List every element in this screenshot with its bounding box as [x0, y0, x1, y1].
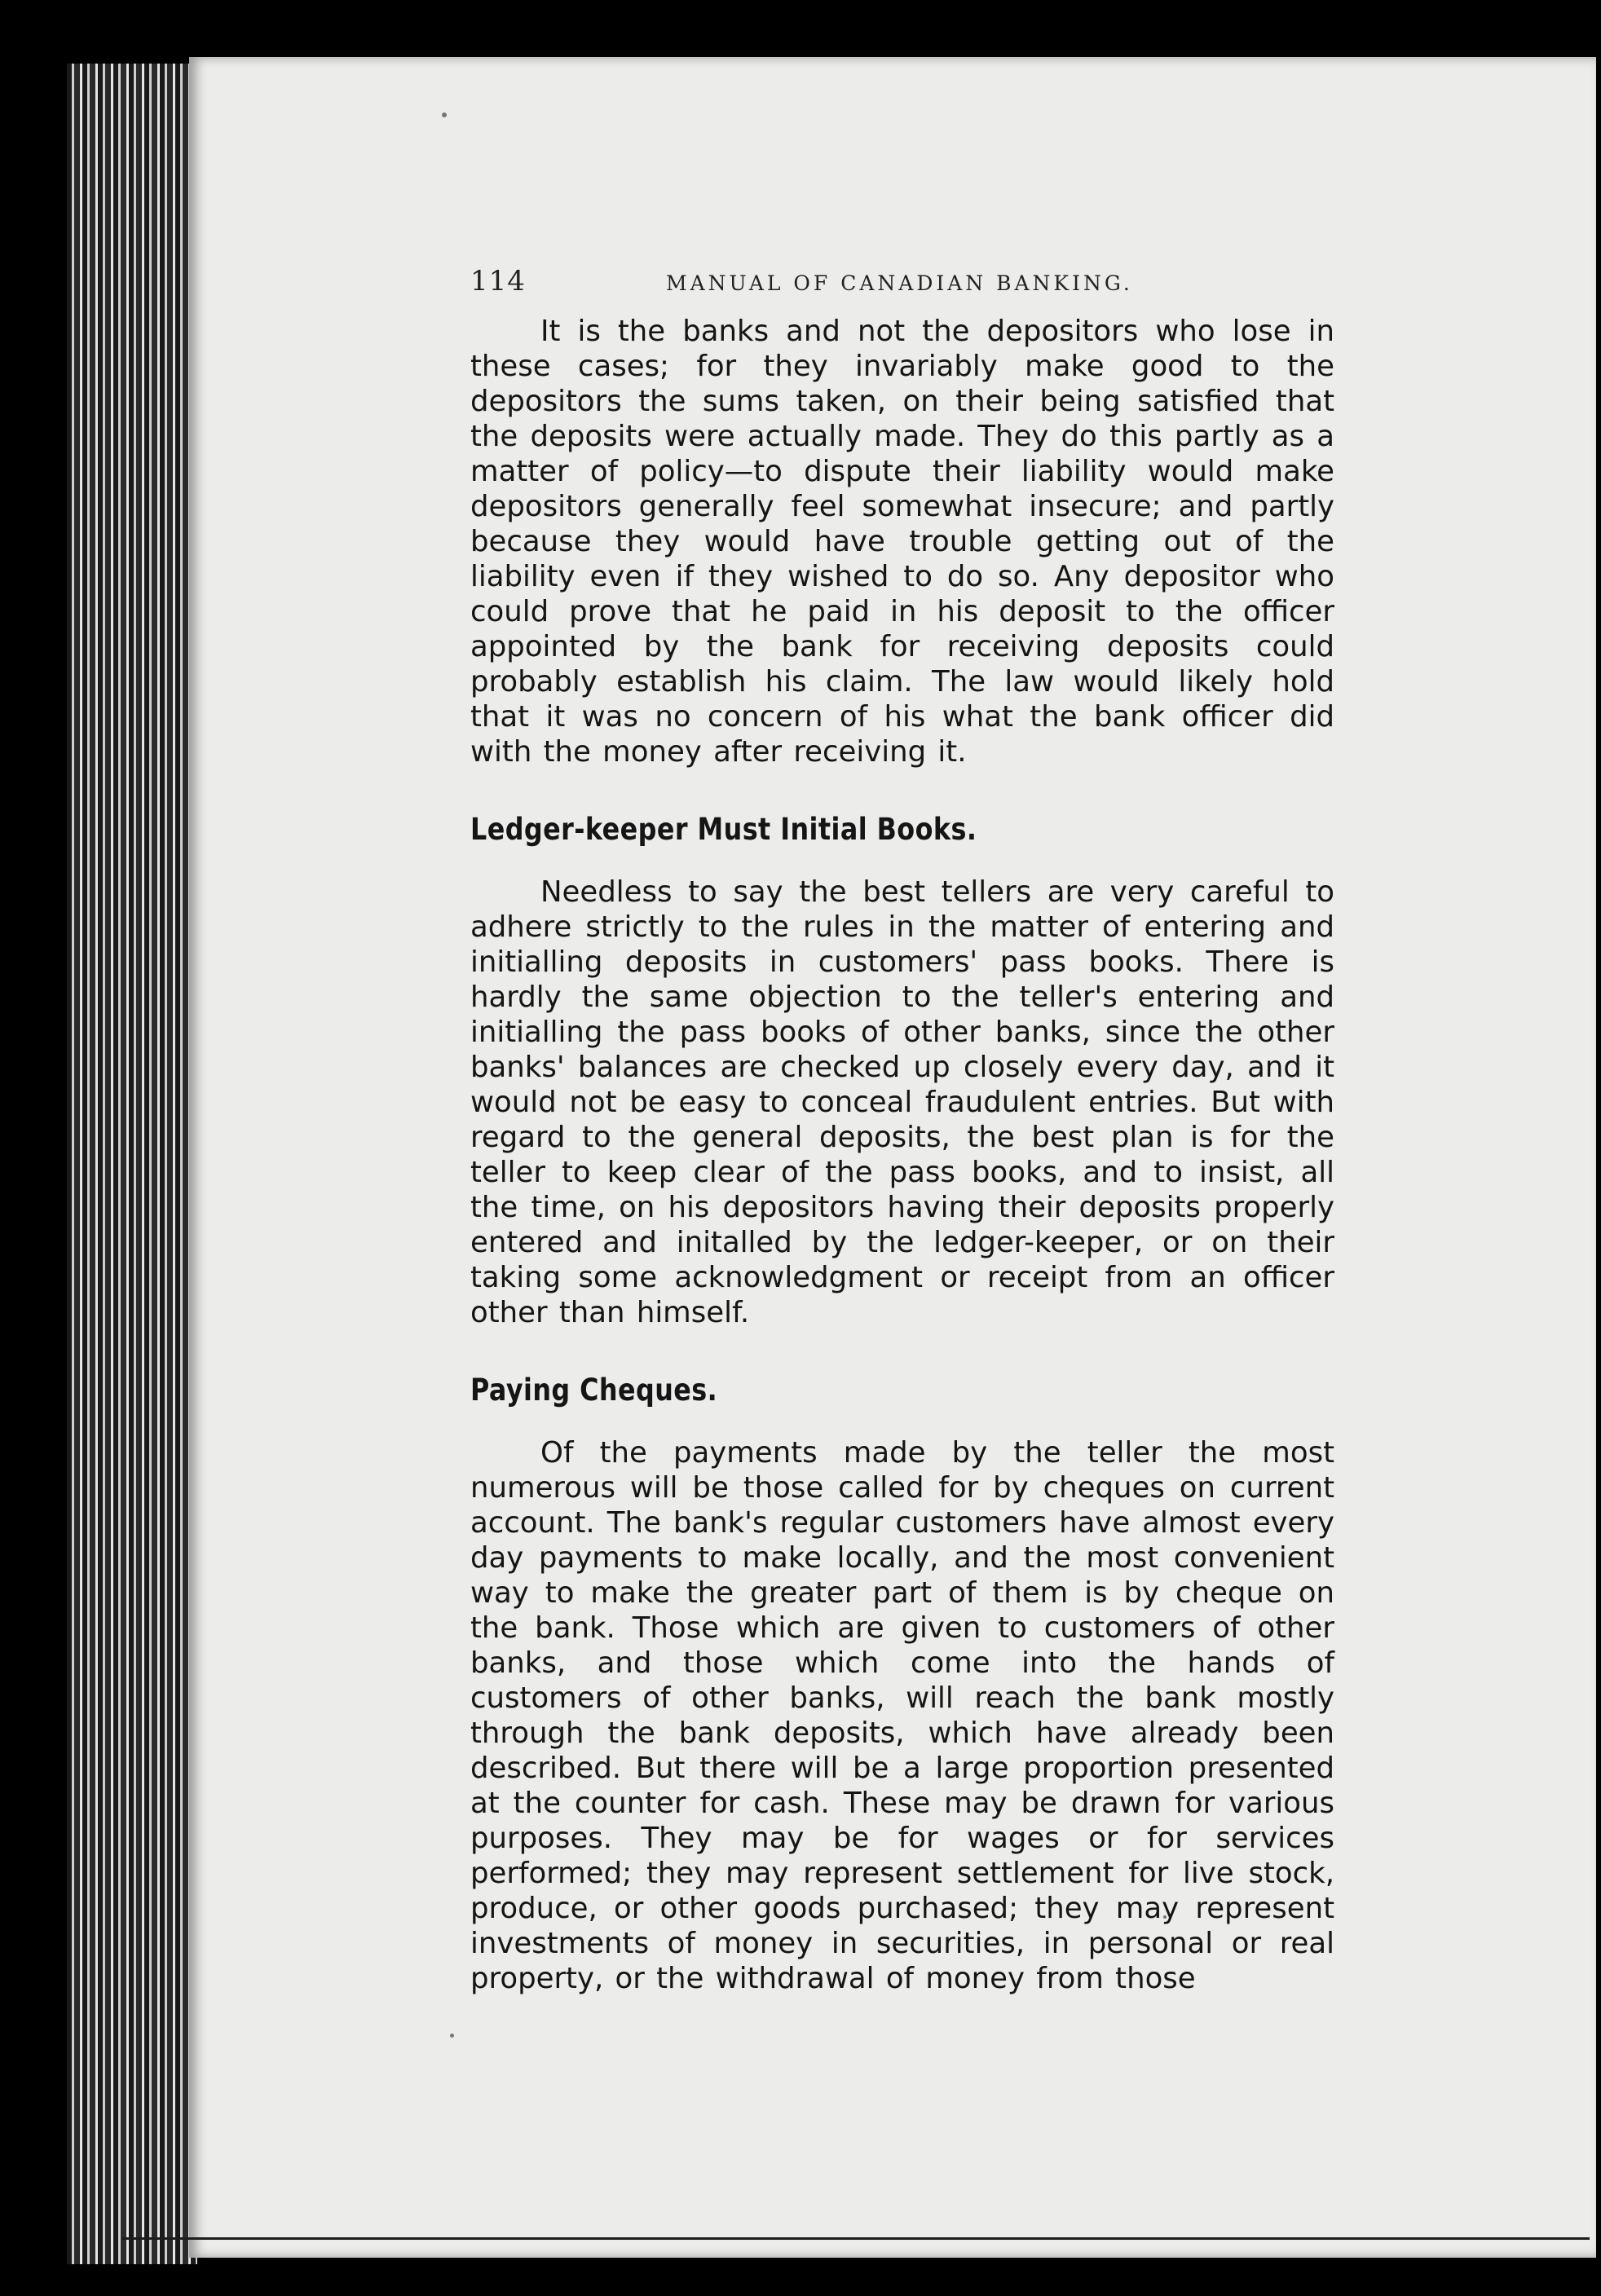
page-number: 114	[470, 265, 526, 297]
book-title: MANUAL OF CANADIAN BANKING.	[666, 271, 1133, 295]
page-edges	[67, 64, 197, 2264]
running-head	[470, 265, 1334, 314]
speck	[450, 2034, 454, 2038]
bottom-rule	[122, 2237, 1590, 2240]
paragraph-paying-cheques: Of the payments made by the teller the most numerous will be those called for by cheques on current account. The bank's regular customers have almost every day payments to make locally, and the most convenient way to make the greater part of them is by cheque on the bank. Those which are given to customers of other banks, and those which come into the hands of customers of other banks, will reach the bank mostly through the bank deposits, which have already been described. But there will be a large proportion presented at the counter for cash. These may be drawn for various purposes. They may be for wages or for services performed; they may represent settlement for live stock, produce, or other goods purchased; they may represent investments of money in securities, in personal or real property, or the withdrawal of money from those	[470, 1436, 1334, 1995]
page-content	[470, 265, 1334, 1996]
speck	[442, 112, 447, 117]
book-page	[189, 57, 1596, 2258]
paragraph-deposit-liability: It is the banks and not the depositors who lose in these cases; for they invariably make good to the depositors the sums taken, on their being satisfied that the deposits were actually made. They do this partly as a matter of policy—to dispute their liability would make depositors generally feel somewhat insecure; and partly because they would have trouble getting out of the liability even if they wished to do so. Any depositor who could prove that he paid in his deposit to the officer appointed by the bank for receiving deposits could probably establish his claim. The law would likely hold that it was no concern of his what the bank officer did with the money after receiving it.	[470, 315, 1334, 769]
paragraph-ledger-keeper: Needless to say the best tellers are very careful to adhere strictly to the rules in the matter of entering and initialling deposits in customers' pass books. There is hardly the same objection to the teller's entering and initialling the pass books of other banks, since the other banks' balances are checked up closely every day, and it would not be easy to conceal fraudulent entries. But with regard to the general deposits, the best plan is for the teller to keep clear of the pass books, and to insist, all the time, on his depositors having their deposits properly entered and initalled by the ledger-keeper, or on their taking some acknowledgment or receipt from an officer other than himself.	[470, 875, 1334, 1329]
section-heading-ledger-keeper: Ledger-keeper Must Initial Books.	[470, 812, 977, 847]
section-heading-paying-cheques: Paying Cheques.	[470, 1373, 718, 1408]
